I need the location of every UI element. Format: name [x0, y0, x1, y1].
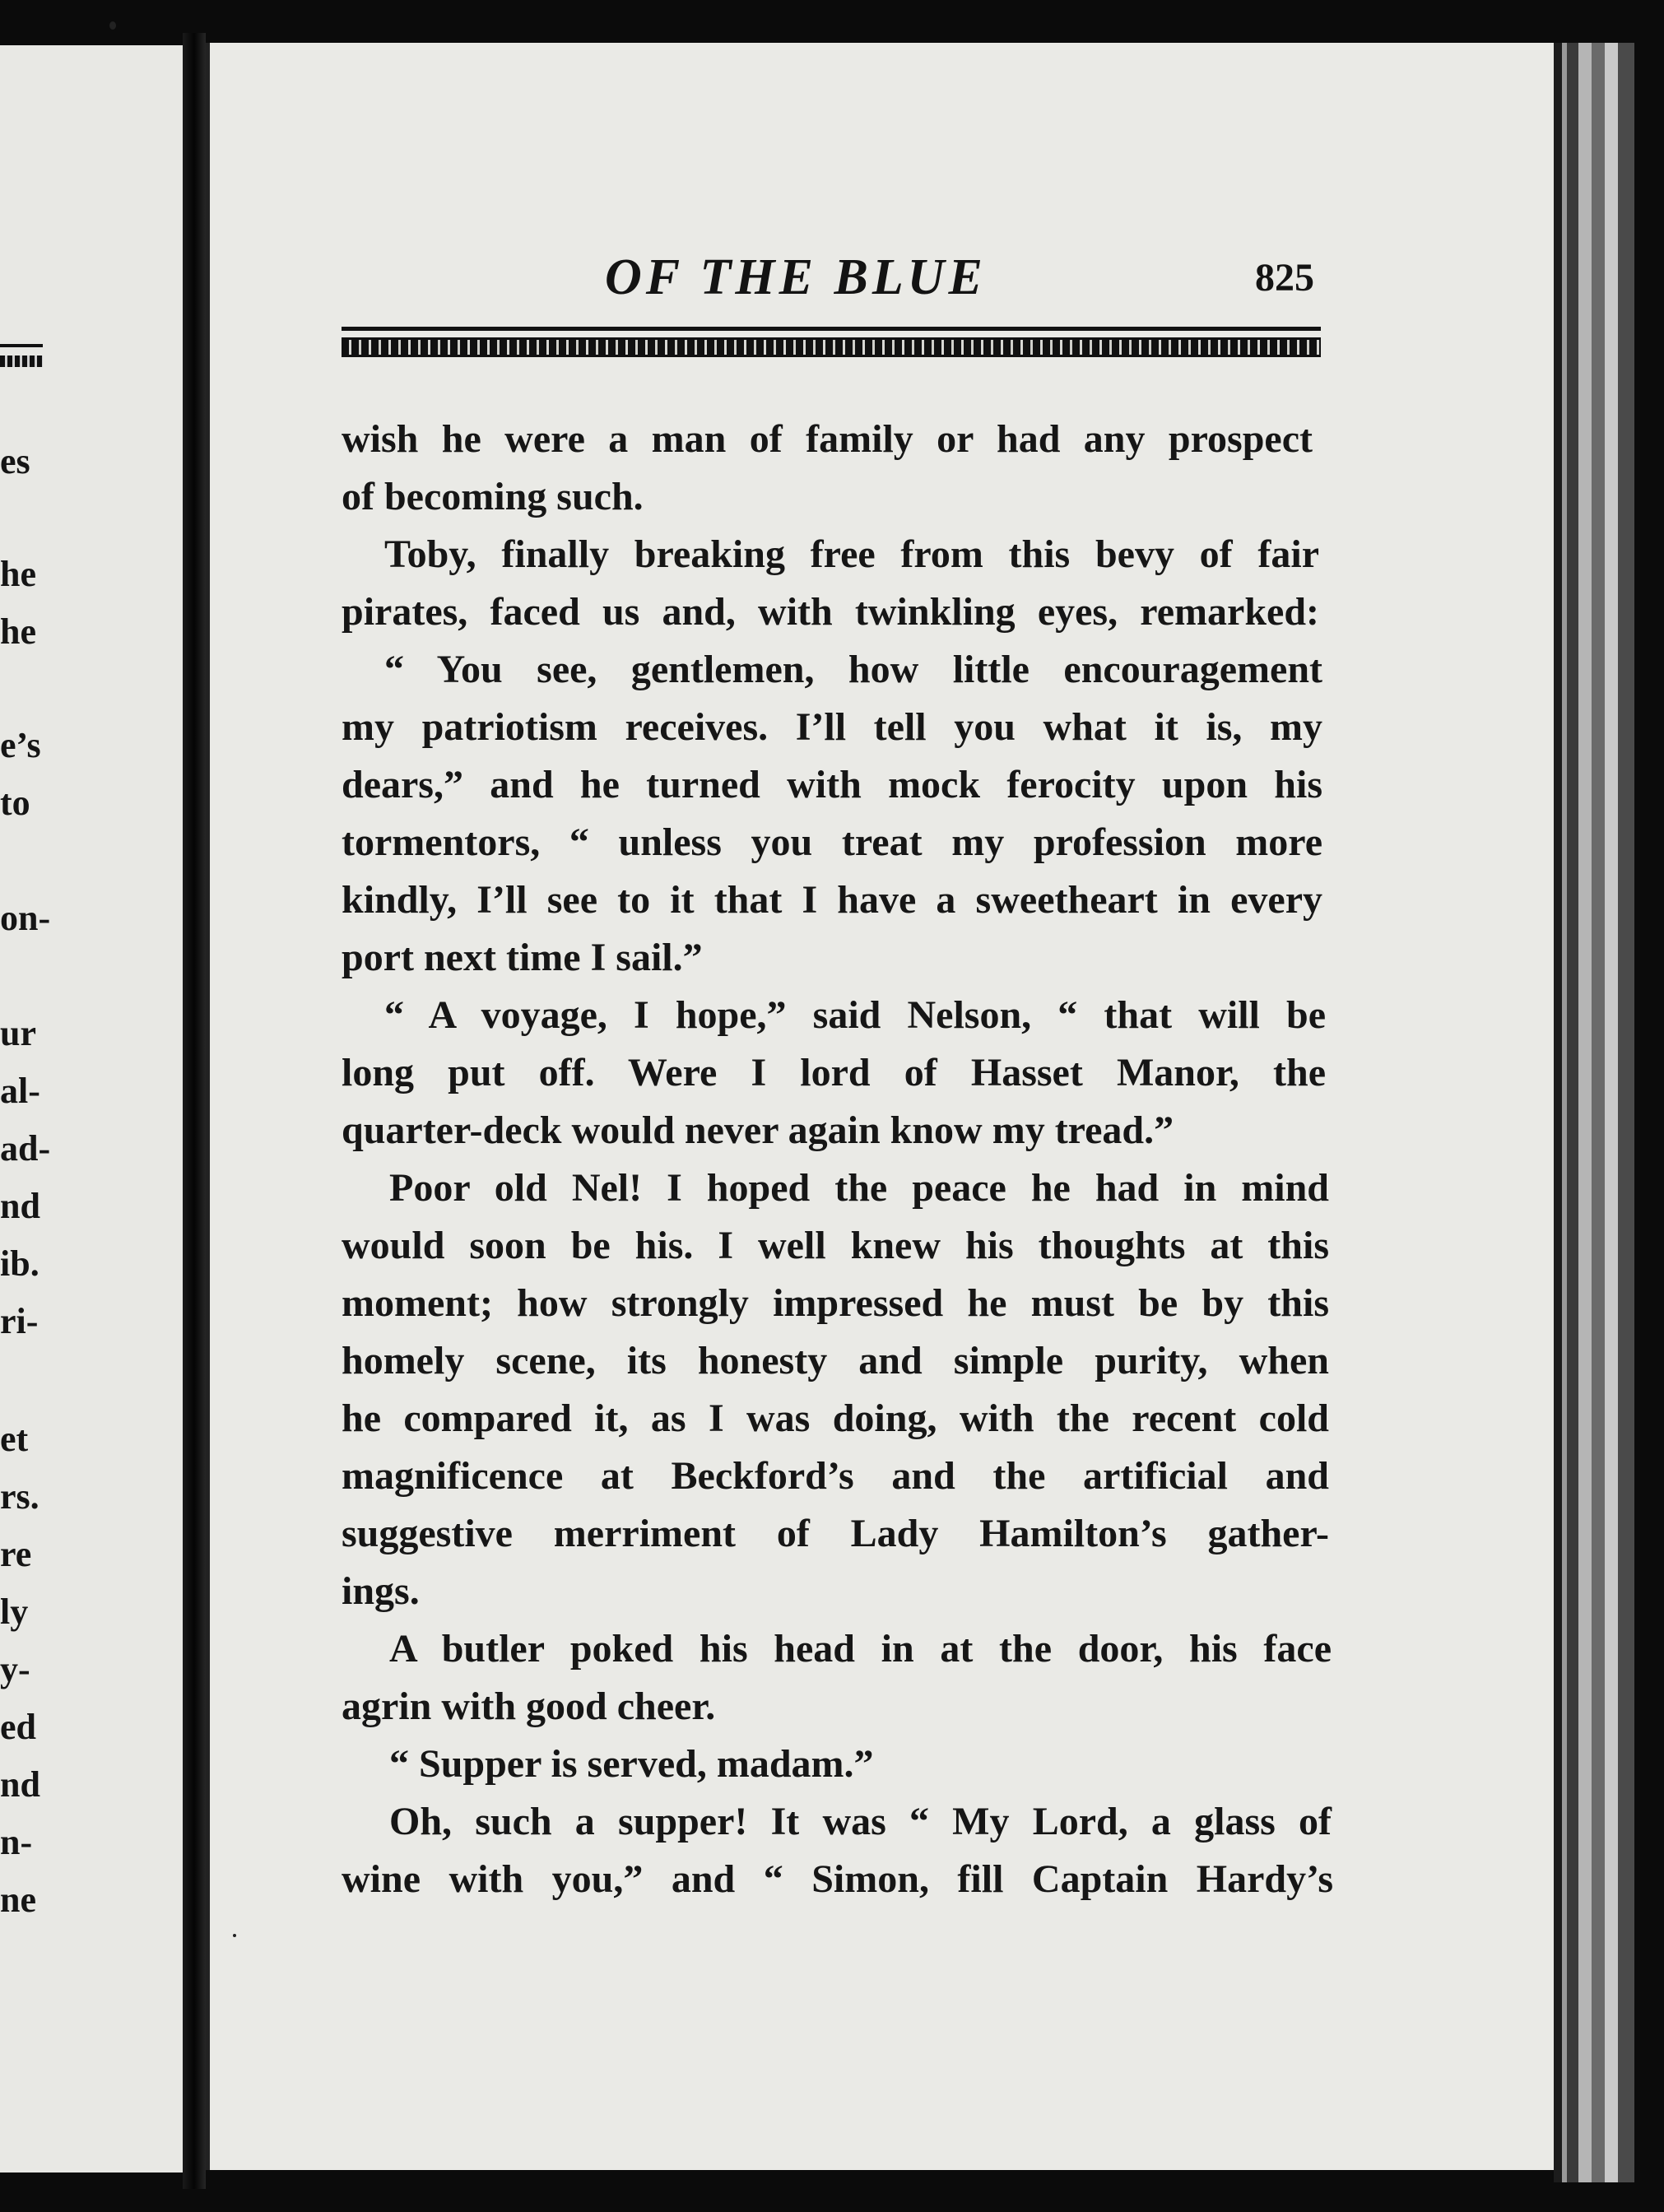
text-line: he compared it, as I was doing, with the recent cold: [342, 1396, 1329, 1440]
text-line: would soon be his. I well knew his thoughts at this: [342, 1224, 1329, 1267]
left-page-fragment: rs.: [0, 1476, 40, 1517]
text-line: “ You see, gentlemen, how little encouragement: [384, 648, 1322, 691]
left-page-fragment: e’s: [0, 725, 41, 765]
left-page-fragment: ly: [0, 1592, 29, 1632]
left-page-fragment: et: [0, 1419, 29, 1459]
left-page-fragment: on-: [0, 898, 51, 938]
left-page-fragment: ne: [0, 1880, 36, 1920]
text-line: of becoming such.: [342, 475, 644, 518]
text-line: Poor old Nel! I hoped the peace he had in mind: [389, 1166, 1329, 1210]
left-page-ornament: [0, 356, 43, 367]
text-line: agrin with good cheer.: [342, 1685, 716, 1728]
text-line: “ Supper is served, madam.”: [389, 1742, 874, 1786]
text-line: my patriotism receives. I’ll tell you what it is, my: [342, 705, 1322, 749]
left-page-fragment: he: [0, 554, 36, 594]
left-page-fragment: al-: [0, 1071, 40, 1111]
page-number: 825: [1255, 256, 1314, 300]
text-line: wine with you,” and “ Simon, fill Captain Hardy’s: [342, 1857, 1333, 1901]
book-gutter: [183, 33, 206, 2189]
text-line: Toby, finally breaking free from this bevy of fair: [384, 532, 1319, 576]
scan-speck: [109, 21, 116, 30]
left-page-fragment: y-: [0, 1649, 30, 1689]
text-line: ings.: [342, 1569, 420, 1613]
right-page: [206, 43, 1576, 2170]
header-rule: [342, 327, 1321, 331]
left-page-fragment: re: [0, 1534, 32, 1574]
text-line: suggestive merriment of Lady Hamilton’s gather-: [342, 1512, 1329, 1555]
left-page-fragment: ri-: [0, 1301, 39, 1341]
left-page-fragment: nd: [0, 1764, 40, 1805]
left-page-fragment: ad-: [0, 1128, 51, 1169]
text-line: wish he were a man of family or had any prospect: [342, 417, 1313, 461]
text-line: kindly, I’ll see to it that I have a sweetheart in every: [342, 878, 1322, 922]
scan-speck: [233, 1934, 236, 1937]
page-inner-edge: [206, 43, 210, 2170]
left-page-fragment: to: [0, 783, 30, 823]
text-line: dears,” and he turned with mock ferocity upon his: [342, 763, 1322, 806]
running-title: OF THE BLUE: [605, 249, 987, 305]
text-line: long put off. Were I lord of Hasset Manor, the: [342, 1051, 1326, 1094]
left-page-fragment: ib.: [0, 1243, 40, 1284]
page-header: [342, 216, 1321, 323]
text-line: A butler poked his head in at the door, his face: [389, 1627, 1332, 1671]
left-page-fragment: es: [0, 441, 30, 481]
book-page-edges: [1554, 43, 1634, 2182]
text-line: homely scene, its honesty and simple purity, when: [342, 1339, 1329, 1382]
ornamental-border: [342, 337, 1321, 357]
left-page-fragment: ur: [0, 1013, 36, 1053]
text-line: magnificence at Beckford’s and the artificial and: [342, 1454, 1329, 1498]
left-page-fragment: ed: [0, 1707, 36, 1747]
text-line: quarter-deck would never again know my tread.”: [342, 1108, 1174, 1152]
text-line: Oh, such a supper! It was “ My Lord, a glass of: [389, 1800, 1332, 1843]
text-line: pirates, faced us and, with twinkling eyes, remarked:: [342, 590, 1319, 634]
left-page-fragment: nd: [0, 1186, 40, 1226]
text-line: moment; how strongly impressed he must be by this: [342, 1281, 1329, 1325]
text-line: tormentors, “ unless you treat my profession more: [342, 820, 1322, 864]
left-page-fragment: he: [0, 611, 36, 652]
text-line: port next time I sail.”: [342, 936, 703, 979]
left-page-rule: [0, 344, 43, 347]
left-page-fragment: n-: [0, 1822, 33, 1862]
text-line: “ A voyage, I hope,” said Nelson, “ that will be: [384, 993, 1326, 1037]
left-page-edge: [0, 45, 183, 2172]
